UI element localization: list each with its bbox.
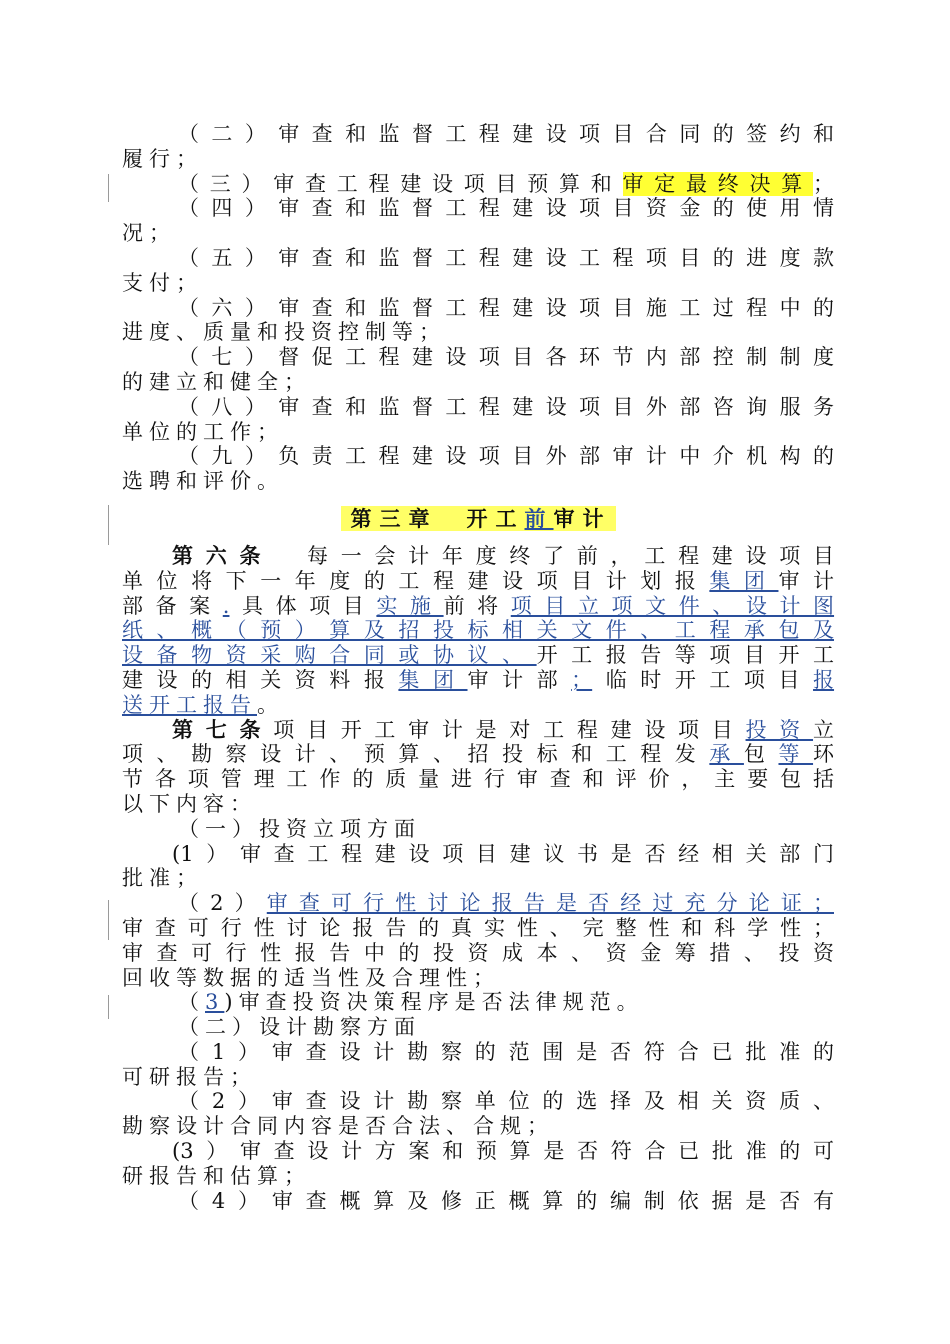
- change-bar: [108, 505, 109, 545]
- text-line: 进度、质量和投资控制等；: [122, 320, 446, 345]
- text-line: 单位将下一年度的工程建设项目计划报集团审计: [122, 568, 835, 593]
- text-line: （五）审查和监督工程建设工程项目的进度款: [178, 245, 834, 270]
- revised-text: 投资: [745, 717, 814, 742]
- text-line: （1）审查设计勘察的范围是否符合已批准的: [178, 1039, 834, 1064]
- text-line: 研报告和估算；: [122, 1163, 311, 1188]
- article-7-line: 第七条项目开工审计是对工程建设项目投资立: [172, 716, 835, 742]
- text-line: 以下内容：: [122, 791, 257, 816]
- text-line: （3)审查投资决策程序是否法律规范。: [178, 990, 644, 1015]
- text-line: 批准；: [122, 866, 203, 891]
- highlighted-text: 审定最终决算: [622, 171, 813, 196]
- change-bar: [108, 174, 109, 202]
- text-line: 回收等数据的适当性及合理性；: [122, 965, 500, 990]
- revised-text: 项目立项文件、设计图: [510, 593, 835, 618]
- text-line: 履行；: [122, 146, 203, 171]
- revised-text: 设备物资采购合同或协议、: [122, 643, 537, 668]
- revised-text: .: [222, 593, 230, 618]
- article-heading: 第六条: [172, 542, 274, 568]
- revised-text: 审查可行性讨论报告是否经过充分论证；: [266, 891, 834, 916]
- revised-text: 3: [205, 990, 225, 1015]
- change-bar: [108, 995, 109, 1019]
- text-line: (3）审查设计方案和预算是否符合已批准的可: [172, 1139, 834, 1164]
- article-6-line: 第六条 每一会计年度终了前，工程建设项目: [172, 542, 835, 568]
- revised-text: 送开工报告: [122, 692, 257, 717]
- text-line: 部备案.具体项目实施前将项目立项文件、设计图: [122, 593, 835, 618]
- text-line: （4）审查概算及修正概算的编制依据是否有: [178, 1188, 834, 1213]
- revised-text: 承: [709, 742, 744, 767]
- article-heading: 第七条: [172, 716, 274, 742]
- text-line: （2）审查设计勘察单位的选择及相关资质、: [178, 1089, 834, 1114]
- revised-text: 前: [524, 505, 554, 531]
- chapter-title: 第三章 开工前审计: [122, 496, 834, 542]
- text-line: 审查可行性讨论报告的真实性、完整性和科学性；: [122, 915, 834, 940]
- revised-text: ；: [571, 667, 593, 692]
- text-line: 况；: [122, 221, 176, 246]
- text-line: 的建立和健全；: [122, 369, 311, 394]
- text-line: 设备物资采购合同或协议、开工报告等项目开工: [122, 643, 835, 668]
- text-line: (1）审查工程建设项目建议书是否经相关部门: [172, 841, 834, 866]
- text-line: （六）审查和监督工程建设项目施工过程中的: [178, 295, 834, 320]
- revised-line: 纸、概（预）算及招投标相关文件、工程承包及: [122, 618, 834, 643]
- text-line: （三）审查工程建设项目预算和审定最终决算；: [178, 171, 834, 196]
- text-line: （2）审查可行性讨论报告是否经过充分论证；: [178, 891, 834, 916]
- section-heading: （一）投资立项方面: [178, 816, 421, 841]
- text-line: （八）审查和监督工程建设项目外部咨询服务: [178, 394, 834, 419]
- text-line: 单位的工作；: [122, 419, 284, 444]
- change-bar: [108, 900, 109, 940]
- text-line: 选聘和评价。: [122, 469, 284, 494]
- revised-text: 等: [778, 742, 814, 767]
- text-line: 项、勘察设计、预算、招投标和工程发承包等环: [122, 742, 835, 767]
- section-heading: （二）设计勘察方面: [178, 1015, 421, 1040]
- text-line: （七）督促工程建设项目各环节内部控制制度: [178, 345, 834, 370]
- revised-text: 集团: [398, 667, 468, 692]
- text-line: 建设的相关资料报集团审计部；临时开工项目报: [122, 667, 835, 692]
- text-line: 支付；: [122, 270, 203, 295]
- text-line: （九）负责工程建设项目外部审计中介机构的: [178, 444, 834, 469]
- revised-text: 集团: [709, 568, 779, 593]
- text-line: 审查可行性报告中的投资成本、资金筹措、投资: [122, 940, 834, 965]
- text-line: 节各项管理工作的质量进行审查和评价，主要包括: [122, 767, 834, 792]
- revised-text: 报: [813, 667, 835, 692]
- revised-text: 实施: [376, 593, 444, 618]
- text-line: 可研报告；: [122, 1064, 257, 1089]
- text-line: （四）审查和监督工程建设项目资金的使用情: [178, 196, 834, 221]
- document-body: [122, 122, 834, 1213]
- text-line: 送开工报告。: [122, 692, 284, 717]
- text-line: 勘察设计合同内容是否合法、合规；: [122, 1114, 554, 1139]
- text-line: （二）审查和监督工程建设项目合同的签约和: [178, 122, 834, 146]
